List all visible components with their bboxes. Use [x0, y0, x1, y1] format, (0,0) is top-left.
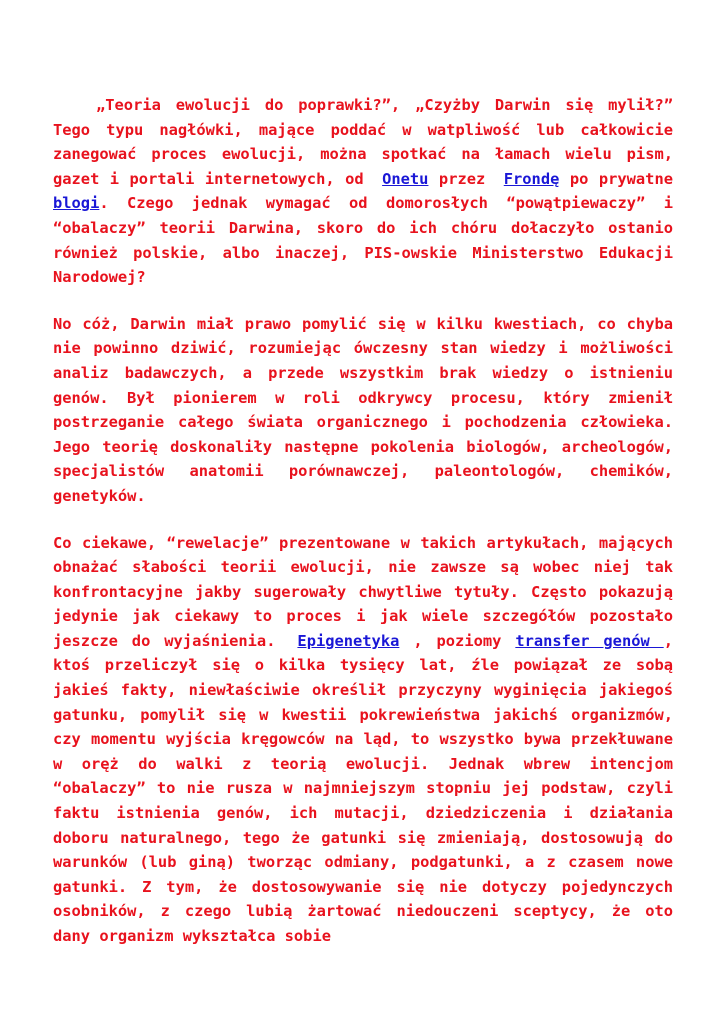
paragraph-darwin: [53, 312, 673, 509]
link-fronda[interactable]: Frondę: [503, 169, 560, 188]
paragraph-text: , ktoś przeliczył się o kilka tysięcy lat, źle powiązał ze sobą jakieś fakty, niewłaściwie określił przyczyny wyginięcia jakiegoś gatunku, pomylił się w kwestii pokrewieństwa jakichś organizmów, czy momentu wyjścia kręgowców na ląd, to wszystko bywa przekłuwane w oręż do walki z teorią ewolucji. Jednak wbrew intencjom “obalaczy” to nie rusza w najmniejszym stopniu jej podstaw, czyli faktu istnienia genów, ich mutacji, dziedziczenia i działania doboru naturalnego, tego że gatunki się zmieniają, dostosowują do warunków (lub giną) tworząc odmiany, podgatunki, a z czasem nowe gatunki. Z tym, że dostosowywanie się nie dotyczy pojedynczych osobników, z czego lubią żartować niedouczeni sceptycy, że oto dany organizm wykształca sobie: [53, 631, 673, 945]
paragraph-text: przez: [438, 169, 486, 188]
link-blogi[interactable]: blogi: [53, 194, 100, 213]
paragraph-text: . Czego jednak wymagać od domorosłych “powątpiewaczy” i “obalaczy” teorii Darwina, skoro do ich chóru dołaczyło ostanio również polskie, albo inaczej, PIS-owskie Ministerstwo Edukacji Narodowej?: [53, 194, 673, 287]
paragraph-text: , poziomy: [413, 631, 502, 650]
link-epigenetyka[interactable]: Epigenetyka: [297, 631, 400, 650]
paragraph-revelations: [53, 531, 673, 949]
paragraph-text: po prywatne: [569, 169, 673, 188]
paragraph-intro: [53, 93, 673, 290]
paragraph-text: No cóż, Darwin miał prawo pomylić się w kilku kwestiach, co chyba nie powinno dziwić, rozumiejąc ówczesny stan wiedzy i możliwości analiz badawczych, a przede wszystkim brak wiedzy o istnieniu genów. Był pionierem w roli odkrywcy procesu, który zmienił postrzeganie całego świata organicznego i pochodzenia człowieka. Jego teorię doskonaliły następne pokolenia biologów, archeologów, specjalistów anatomii porównawczej, paleontologów, chemików, genetyków.: [53, 314, 673, 505]
link-onet[interactable]: Onetu: [382, 169, 429, 188]
article-body: [53, 93, 673, 971]
link-transfer-genow[interactable]: transfer genów: [515, 631, 664, 650]
paragraph-text: „Teoria ewolucji do poprawki?”, „Czyżby Darwin się mylił?” Tego typu nagłówki, mające poddać w watpliwość lub całkowicie zanegować proces ewolucji, można spotkać na łamach wielu pism, gazet i portali internetowych, od: [53, 96, 673, 188]
paragraph-text: Co ciekawe, “rewelacje” prezentowane w takich artykułach, mających obnażać słabości teorii ewolucji, nie zawsze są wobec niej tak konfrontacyjne jakby sugerowały chwytliwe tytuły. Często pokazują jedynie jak ciekawy to proces i jak wiele szczegółów pozostało jeszcze do wyjaśnienia.: [53, 533, 673, 650]
